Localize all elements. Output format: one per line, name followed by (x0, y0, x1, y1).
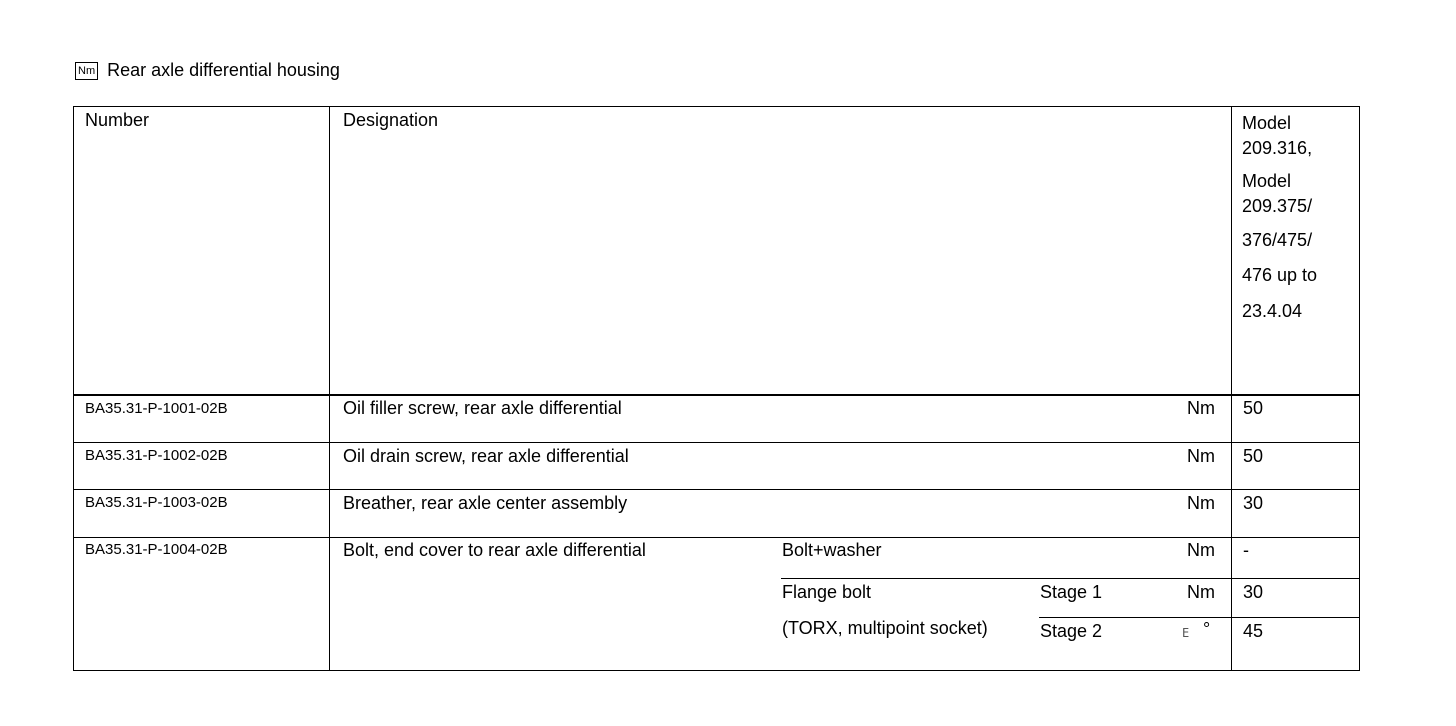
row-divider-2 (73, 489, 1360, 490)
row-number: BA35.31-P-1003-02B (85, 494, 228, 511)
row-unit: Nm (1187, 446, 1215, 466)
row-unit: Nm (1187, 493, 1215, 513)
row-unit: Nm (1187, 398, 1215, 418)
section-heading (75, 60, 340, 81)
row-value: 30 (1243, 493, 1264, 513)
subrow-part: Bolt+washer (782, 540, 882, 560)
subrow-unit: Nm (1187, 540, 1215, 560)
subrow-divider-2 (1039, 617, 1360, 618)
header-designation: Designation (343, 110, 439, 130)
header-model-line: 476 up to (1242, 265, 1318, 285)
torque-nm-icon: Nm (75, 62, 98, 80)
row-number: BA35.31-P-1001-02B (85, 400, 228, 417)
col-divider-number (329, 106, 330, 671)
header-model-line: Model (1242, 113, 1292, 133)
subrow-stage: Stage 1 (1040, 582, 1103, 602)
subrow-value: 30 (1243, 582, 1264, 602)
header-model-line: 23.4.04 (1242, 301, 1303, 321)
subrow-value: 45 (1243, 621, 1264, 641)
col-divider-model (1231, 106, 1232, 671)
subrow-divider-1 (781, 578, 1360, 579)
header-model-line: 376/475/ (1242, 230, 1313, 250)
row-designation: Oil filler screw, rear axle differential (343, 398, 622, 418)
row-designation: Oil drain screw, rear axle differential (343, 446, 629, 466)
header-number: Number (85, 110, 150, 130)
torque-table (73, 106, 1360, 671)
row-number: BA35.31-P-1002-02B (85, 447, 228, 464)
row-value: 50 (1243, 398, 1264, 418)
header-model-line: 209.375/ (1242, 196, 1313, 216)
subrow-part: Flange bolt (782, 582, 872, 602)
degree-unit: ° (1203, 619, 1211, 639)
row-divider-3 (73, 537, 1360, 538)
row-designation: Breather, rear axle center assembly (343, 493, 628, 513)
row-value: 50 (1243, 446, 1264, 466)
row-designation: Bolt, end cover to rear axle differential (343, 540, 646, 560)
header-divider (73, 394, 1360, 396)
subrow-part: (TORX, multipoint socket) (782, 618, 988, 638)
subrow-stage: Stage 2 (1040, 621, 1103, 641)
angle-symbol: E (1182, 626, 1190, 640)
header-model-line: 209.316, (1242, 138, 1313, 158)
subrow-unit: Nm (1187, 582, 1215, 602)
section-title: Rear axle differential housing (107, 60, 340, 80)
header-model-line: Model (1242, 171, 1292, 191)
row-number: BA35.31-P-1004-02B (85, 541, 228, 558)
subrow-value: - (1243, 540, 1249, 560)
row-divider-1 (73, 442, 1360, 443)
